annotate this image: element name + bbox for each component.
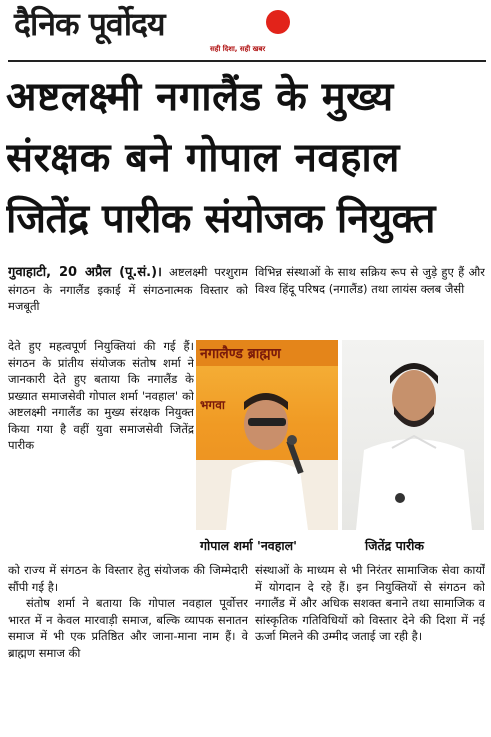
article-text: को राज्य में संगठन के विस्तार हेतु संयोजक की जिम्मेदारी सौंपी गई है। bbox=[8, 563, 248, 594]
dateline: गुवाहाटी, 20 अप्रैल (पू.सं.)। bbox=[8, 265, 162, 280]
article-col1-top bbox=[8, 264, 248, 338]
newspaper-title: दैनिक पूर्वोदय bbox=[14, 5, 165, 43]
photo-caption-1: गोपाल शर्मा 'नवहाल' bbox=[200, 538, 297, 553]
article-col2-top bbox=[255, 264, 485, 338]
photo-jitendra-illustration bbox=[342, 340, 484, 530]
article-col1-mid bbox=[8, 338, 194, 538]
banner-text: नगालैण्ड ब्राह्मण bbox=[200, 346, 281, 362]
article-text: संतोष शर्मा ने बताया कि गोपाल नवहाल पूर्वोत्तर भारत में न केवल मारवाड़ी समाज, बल्कि व्यापक सनातन समाज में भी एक प्रतिष्ठित और जाना-माना नाम हैं। वे ब्राह्मण समाज की bbox=[8, 596, 248, 660]
article-col2-bottom bbox=[255, 562, 485, 732]
headline-line-1: अष्टलक्ष्मी नगालैंड के मुख्य bbox=[6, 74, 394, 120]
article-col1-bottom bbox=[8, 562, 248, 732]
headline-line-3: जितेंद्र पारीक संयोजक नियुक्त bbox=[6, 196, 435, 242]
newspaper-tagline: सही दिशा, सही खबर bbox=[210, 45, 266, 53]
article-text: अष्टलक्ष्मी परशुराम संगठन के नगालैंड इकाई में संगठनात्मक विस्तार को मजबूती bbox=[8, 265, 248, 313]
masthead bbox=[14, 2, 274, 56]
masthead-logo-dot bbox=[266, 10, 290, 34]
photo-jitendra-pareek bbox=[342, 340, 484, 530]
photo-caption-2: जितेंद्र पारीक bbox=[365, 538, 424, 553]
photo-gopal-illustration bbox=[196, 340, 338, 530]
article-text: संस्थाओं के माध्यम से भी निरंतर सामाजिक सेवा कार्यों में योगदान दे रहे हैं। इन नियुक्तियों से संगठन को नगालैंड में और अधिक सशक्त बनाने तथा सामाजिक व सांस्कृतिक गतिविधियों को विस्तार देने की दिशा में नई ऊर्जा मिलने की उम्मीद जताई जा रही है। bbox=[255, 563, 485, 643]
photo-gopal-sharma bbox=[196, 340, 338, 530]
article-text: विभिन्न संस्थाओं के साथ सक्रिय रूप से जुड़े हुए हैं और विश्व हिंदू परिषद (नगालैंड) तथा लायंस क्लब जैसी bbox=[255, 265, 485, 296]
masthead-divider bbox=[8, 60, 486, 62]
headline-line-2: संरक्षक बने गोपाल नवहाल bbox=[6, 135, 400, 181]
article-text: देते हुए महत्वपूर्ण नियुक्तियां की गई हैं। संगठन के प्रांतीय संयोजक संतोष शर्मा ने जानकारी देते हुए बताया कि नगालैंड के प्रख्यात समाजसेवी गोपाल शर्मा 'नवहाल' को अष्टलक्ष्मी नगालैंड का मुख्य संरक्षक नियुक्त किया गया है वहीं युवा समाजसेवी जितेंद्र पारीक bbox=[8, 339, 194, 452]
banner-subtext: भगवा bbox=[200, 398, 225, 412]
